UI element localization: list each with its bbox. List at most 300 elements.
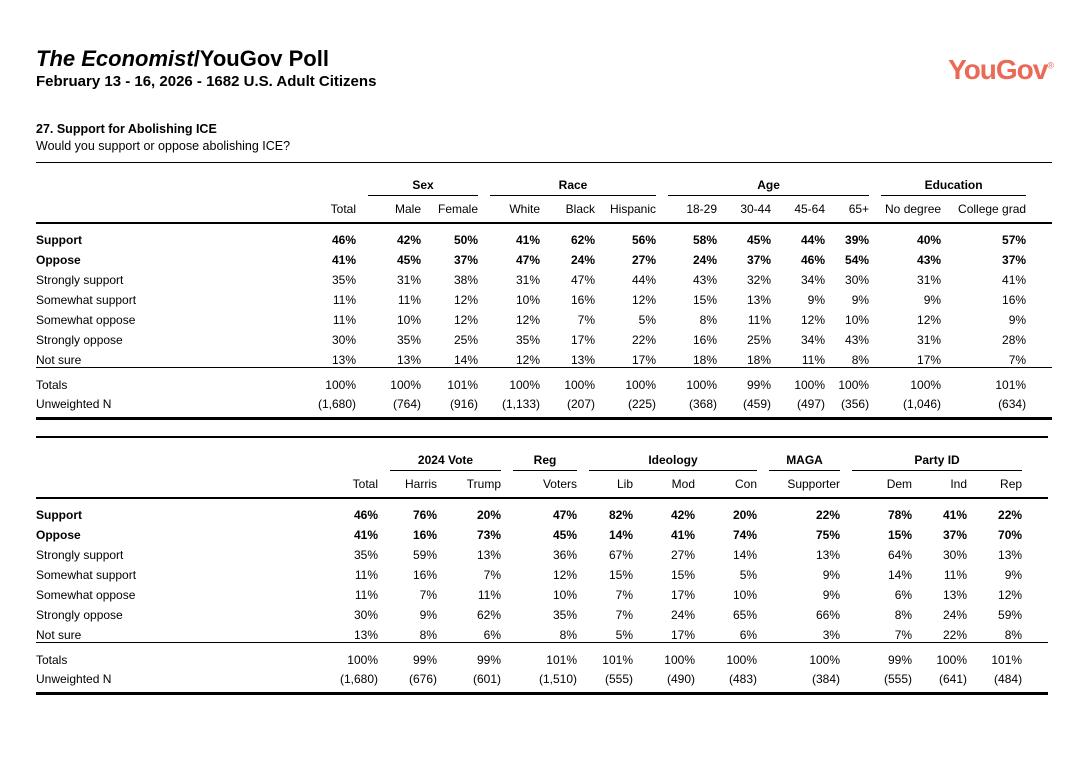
group-gap	[757, 602, 769, 622]
group-gap	[869, 196, 881, 224]
cell-value: 12%	[453, 313, 479, 327]
row-label: Somewhat support	[36, 293, 137, 307]
politics-table-body	[36, 498, 1048, 643]
cell-value: 35%	[552, 608, 577, 622]
group-gap	[840, 562, 852, 582]
cell-value: 22%	[943, 628, 968, 642]
row-label: Totals	[36, 643, 318, 668]
cell-value: 24%	[570, 253, 596, 267]
group-gap	[577, 622, 589, 643]
cell-value: (490)	[666, 672, 695, 686]
politics-table-footer	[36, 643, 1048, 694]
group-gap	[840, 582, 852, 602]
poll-report-page	[0, 46, 1078, 695]
cell-value: 100%	[881, 368, 941, 393]
row-label: Support	[36, 508, 82, 522]
table-row	[36, 667, 1048, 694]
cell-value: 15%	[692, 293, 718, 307]
cell-value: 24%	[670, 608, 695, 622]
cell-value: 18%	[746, 353, 772, 367]
cell-value: 17%	[631, 353, 657, 367]
cell-value: 100%	[595, 368, 656, 393]
group-gap	[869, 327, 881, 347]
cell-value: (634)	[998, 397, 1027, 411]
title-suffix: /YouGov Poll	[193, 46, 329, 71]
cell-value: 12%	[515, 353, 541, 367]
demographics-table-header	[36, 163, 1052, 224]
cell-value: 11%	[477, 588, 501, 602]
cell-value: 6%	[483, 628, 501, 642]
cell-value: (483)	[729, 672, 758, 686]
cell-value: 70%	[998, 528, 1023, 542]
title-publication: The Economist	[36, 46, 194, 71]
group-gap	[840, 602, 852, 622]
cell-value: 47%	[552, 508, 577, 522]
group-gap	[577, 437, 589, 471]
cell-value: 9%	[822, 568, 841, 582]
group-gap	[869, 392, 881, 419]
cell-value: (601)	[472, 672, 501, 686]
cell-value: 100%	[301, 368, 356, 393]
group-gap	[501, 498, 513, 522]
table-row	[36, 267, 1052, 287]
group-gap	[478, 327, 490, 347]
column-header: Trump	[437, 471, 501, 499]
cell-value: 41%	[670, 528, 695, 542]
cell-value: 17%	[917, 353, 942, 367]
cell-value: 37%	[453, 253, 479, 267]
row-label: Not sure	[36, 628, 82, 642]
column-header: Supporter	[769, 471, 840, 499]
cell-value: 7%	[483, 568, 501, 582]
row-label: Unweighted N	[36, 397, 112, 411]
registered-trademark-icon: ®	[1047, 60, 1054, 71]
group-gap	[840, 437, 852, 471]
cell-value: 9%	[419, 608, 437, 622]
group-gap	[757, 437, 769, 471]
row-label: Oppose	[36, 528, 81, 542]
demographics-table-footer	[36, 368, 1052, 419]
row-label: Somewhat oppose	[36, 313, 136, 327]
group-gap	[656, 368, 668, 393]
cell-value: 43%	[845, 333, 870, 347]
cell-value: 101%	[967, 643, 1022, 668]
cell-value: 40%	[917, 233, 942, 247]
cell-value: 30%	[353, 608, 378, 622]
table-row	[36, 582, 1048, 602]
group-gap	[577, 643, 589, 668]
politics-table	[36, 436, 1048, 695]
cell-value: (916)	[450, 397, 479, 411]
cell-value: (207)	[567, 397, 596, 411]
group-gap	[840, 471, 852, 499]
group-label: Education	[881, 163, 1026, 196]
right-margin-cell	[1026, 196, 1052, 224]
group-gap	[378, 522, 390, 542]
group-gap	[577, 602, 589, 622]
cell-value: (497)	[797, 397, 826, 411]
row-label: Unweighted N	[36, 672, 112, 686]
cell-value: (356)	[841, 397, 870, 411]
group-gap	[869, 347, 881, 368]
cell-value: 41%	[353, 528, 378, 542]
politics-table-header	[36, 437, 1048, 498]
column-header: College grad	[941, 196, 1026, 224]
group-gap	[577, 498, 589, 522]
demographics-table-body	[36, 223, 1052, 368]
group-gap	[501, 622, 513, 643]
row-label: Strongly support	[36, 548, 124, 562]
cell-value: 44%	[800, 233, 826, 247]
cell-value: 36%	[552, 548, 577, 562]
cell-value: 38%	[453, 273, 479, 287]
cell-value: 11%	[332, 313, 356, 327]
row-label: Strongly support	[36, 273, 124, 287]
cell-value: 66%	[816, 608, 841, 622]
cell-value: 11%	[943, 568, 968, 582]
cell-value: 9%	[822, 588, 841, 602]
cell-value: 8%	[894, 608, 913, 622]
cell-value: (641)	[939, 672, 968, 686]
column-header: Harris	[390, 471, 437, 499]
cell-value: 14%	[733, 548, 758, 562]
table-row	[36, 542, 1048, 562]
cell-value: 62%	[476, 608, 501, 622]
cell-value: 8%	[419, 628, 437, 642]
cell-value: 57%	[1002, 233, 1027, 247]
column-header: 30-44	[717, 196, 771, 224]
group-gap	[378, 542, 390, 562]
cell-value: 10%	[552, 588, 577, 602]
cell-value: 54%	[845, 253, 870, 267]
group-gap	[757, 562, 769, 582]
cell-value: 101%	[513, 643, 577, 668]
cell-value: 73%	[476, 528, 501, 542]
question-heading: 27. Support for Abolishing ICE	[36, 122, 217, 136]
cell-value: 12%	[515, 313, 541, 327]
cell-value: 25%	[746, 333, 772, 347]
cell-value: 16%	[412, 568, 437, 582]
cell-value: 24%	[692, 253, 718, 267]
cell-value: 35%	[331, 273, 356, 287]
cell-value: 82%	[608, 508, 633, 522]
column-header: Hispanic	[595, 196, 656, 224]
cell-value: 42%	[670, 508, 695, 522]
cell-value: 30%	[845, 273, 870, 287]
cell-value: 11%	[801, 353, 826, 367]
group-gap	[378, 582, 390, 602]
cell-value: (1,510)	[538, 672, 577, 686]
cell-value: 13%	[476, 548, 501, 562]
column-header: Con	[695, 471, 757, 499]
cell-value: 39%	[845, 233, 870, 247]
group-gap	[478, 223, 490, 247]
cell-value: 15%	[670, 568, 695, 582]
cell-value: 7%	[615, 588, 633, 602]
cell-value: 8%	[1004, 628, 1023, 642]
group-label: Ideology	[589, 437, 757, 471]
group-gap	[757, 582, 769, 602]
cell-value: 9%	[851, 293, 870, 307]
group-gap	[501, 562, 513, 582]
group-gap	[378, 498, 390, 522]
cell-value: 13%	[331, 353, 356, 367]
cell-value: 22%	[998, 508, 1023, 522]
cell-value: 37%	[1002, 253, 1027, 267]
cell-value: 65%	[733, 608, 758, 622]
cell-value: 46%	[800, 253, 826, 267]
cell-value: 13%	[353, 628, 378, 642]
group-label: MAGA	[769, 437, 840, 471]
cell-value: 34%	[800, 333, 826, 347]
group-gap	[478, 247, 490, 267]
cell-value: 47%	[570, 273, 596, 287]
cell-value: (368)	[689, 397, 718, 411]
cell-value: (1,046)	[903, 397, 942, 411]
cell-value: 67%	[608, 548, 633, 562]
cell-value: 56%	[631, 233, 657, 247]
cell-value: (764)	[392, 397, 421, 411]
cell-value: 7%	[894, 628, 913, 642]
cell-value: 46%	[331, 233, 356, 247]
cell-value: 64%	[888, 548, 913, 562]
column-header: Dem	[852, 471, 912, 499]
group-gap	[869, 307, 881, 327]
cell-value: 30%	[943, 548, 968, 562]
column-header: Male	[368, 196, 421, 224]
cell-value: 9%	[923, 293, 942, 307]
group-gap	[478, 287, 490, 307]
cell-value: (555)	[604, 672, 633, 686]
cell-value: 101%	[941, 368, 1026, 393]
cell-value: 3%	[822, 628, 841, 642]
cell-value: (555)	[884, 672, 913, 686]
cell-value: (1,133)	[501, 397, 541, 411]
group-label: Party ID	[852, 437, 1022, 471]
group-gap	[577, 582, 589, 602]
group-gap	[840, 643, 852, 668]
group-label-empty	[318, 437, 378, 471]
cell-value: 99%	[852, 643, 912, 668]
cell-value: 31%	[396, 273, 421, 287]
right-margin-cell	[1022, 562, 1048, 582]
group-label-empty	[301, 163, 356, 196]
group-label: Reg	[513, 437, 577, 471]
group-label: Age	[668, 163, 869, 196]
cell-value: 99%	[390, 643, 437, 668]
row-label-header	[36, 196, 301, 224]
cell-value: 44%	[631, 273, 657, 287]
cell-value: 13%	[570, 353, 596, 367]
group-label: Sex	[368, 163, 478, 196]
cell-value: 5%	[638, 313, 657, 327]
cell-value: 59%	[412, 548, 437, 562]
group-gap	[378, 643, 390, 668]
cell-value: 100%	[695, 643, 757, 668]
cell-value: 35%	[396, 333, 421, 347]
group-gap	[656, 196, 668, 224]
group-gap	[869, 223, 881, 247]
group-gap	[757, 643, 769, 668]
cell-value: 99%	[717, 368, 771, 393]
right-margin-cell	[1022, 622, 1048, 643]
group-gap	[757, 471, 769, 499]
group-gap	[478, 307, 490, 327]
cell-value: 7%	[419, 588, 437, 602]
group-gap	[378, 667, 390, 694]
cell-value: 7%	[1008, 353, 1027, 367]
group-gap	[869, 163, 881, 196]
group-gap	[869, 368, 881, 393]
row-label: Strongly oppose	[36, 608, 123, 622]
cell-value: 32%	[746, 273, 772, 287]
table-row	[36, 223, 1052, 247]
right-margin-cell	[1026, 392, 1052, 419]
cell-value: 12%	[998, 588, 1023, 602]
cell-value: 78%	[888, 508, 913, 522]
cell-value: 15%	[888, 528, 913, 542]
group-gap	[478, 267, 490, 287]
group-label: 2024 Vote	[390, 437, 501, 471]
row-label-header	[36, 471, 318, 499]
column-header: Voters	[513, 471, 577, 499]
group-gap	[501, 667, 513, 694]
group-gap	[501, 471, 513, 499]
cell-value: 24%	[943, 608, 968, 622]
table-row	[36, 247, 1052, 267]
group-gap	[869, 247, 881, 267]
group-gap	[478, 347, 490, 368]
column-header: Lib	[589, 471, 633, 499]
cell-value: 42%	[396, 233, 421, 247]
cell-value: 43%	[692, 273, 718, 287]
cell-value: 14%	[888, 568, 913, 582]
cell-value: 13%	[943, 588, 968, 602]
column-header: Ind	[912, 471, 967, 499]
cell-value: 45%	[396, 253, 421, 267]
row-label: Strongly oppose	[36, 333, 123, 347]
group-gap	[656, 247, 668, 267]
cell-value: 100%	[912, 643, 967, 668]
column-header: No degree	[881, 196, 941, 224]
group-gap	[656, 287, 668, 307]
table-row	[36, 287, 1052, 307]
column-header: 18-29	[668, 196, 717, 224]
cell-value: 16%	[412, 528, 437, 542]
group-label: Race	[490, 163, 656, 196]
group-gap	[757, 542, 769, 562]
cell-value: 31%	[917, 333, 942, 347]
cell-value: 5%	[739, 568, 758, 582]
table-row	[36, 307, 1052, 327]
column-header: Total	[318, 471, 378, 499]
right-margin-cell	[1022, 498, 1048, 522]
right-margin-cell	[1022, 582, 1048, 602]
cell-value: 11%	[397, 293, 421, 307]
cell-value: 16%	[1002, 293, 1027, 307]
group-gap	[840, 622, 852, 643]
cell-value: 6%	[894, 588, 913, 602]
right-margin-cell	[1022, 542, 1048, 562]
question-text: Would you support or oppose abolishing ICE?	[36, 139, 291, 153]
cell-value: (459)	[743, 397, 772, 411]
table-row	[36, 327, 1052, 347]
cell-value: 41%	[1002, 273, 1027, 287]
group-gap	[869, 267, 881, 287]
group-gap	[656, 223, 668, 247]
cell-value: 50%	[453, 233, 479, 247]
cell-value: 12%	[453, 293, 479, 307]
cell-value: 12%	[631, 293, 657, 307]
group-gap	[356, 327, 368, 347]
column-header: Female	[421, 196, 478, 224]
group-gap	[378, 437, 390, 471]
table-row	[36, 622, 1048, 643]
table-row	[36, 368, 1052, 393]
row-label: Oppose	[36, 253, 81, 267]
cell-value: 59%	[998, 608, 1023, 622]
group-gap	[501, 643, 513, 668]
cell-value: 14%	[453, 353, 479, 367]
cell-value: 100%	[540, 368, 595, 393]
cell-value: 10%	[396, 313, 421, 327]
cell-value: 10%	[845, 313, 870, 327]
table-row	[36, 392, 1052, 419]
cell-value: 75%	[816, 528, 841, 542]
table-row	[36, 643, 1048, 668]
cell-value: 12%	[800, 313, 826, 327]
cell-value: 9%	[807, 293, 826, 307]
group-gap	[356, 163, 368, 196]
column-header: Rep	[967, 471, 1022, 499]
cell-value: 5%	[615, 628, 633, 642]
row-label-header	[36, 163, 301, 196]
group-gap	[356, 223, 368, 247]
group-gap	[577, 471, 589, 499]
cell-value: 17%	[670, 588, 695, 602]
cell-value: 43%	[917, 253, 942, 267]
group-gap	[840, 522, 852, 542]
cell-value: 100%	[318, 643, 378, 668]
question-block	[36, 121, 1048, 155]
group-gap	[840, 542, 852, 562]
cell-value: 45%	[746, 233, 772, 247]
cell-value: 7%	[615, 608, 633, 622]
column-header: Mod	[633, 471, 695, 499]
row-label-header	[36, 437, 318, 471]
cell-value: 11%	[354, 568, 378, 582]
cell-value: 11%	[747, 313, 772, 327]
group-gap	[356, 287, 368, 307]
right-margin-cell	[1026, 287, 1052, 307]
cell-value: 34%	[800, 273, 826, 287]
cell-value: 13%	[396, 353, 421, 367]
table-row	[36, 562, 1048, 582]
group-header-row	[36, 163, 1052, 196]
right-margin-cell	[1022, 602, 1048, 622]
group-gap	[656, 307, 668, 327]
row-label: Support	[36, 233, 82, 247]
right-margin-cell	[1026, 368, 1052, 393]
row-label: Totals	[36, 368, 301, 393]
group-gap	[356, 392, 368, 419]
yougov-logo-text: YouGov	[948, 54, 1048, 85]
cell-value: 100%	[825, 368, 869, 393]
cell-value: 27%	[670, 548, 695, 562]
group-gap	[356, 307, 368, 327]
group-gap	[869, 287, 881, 307]
right-margin-cell	[1022, 522, 1048, 542]
